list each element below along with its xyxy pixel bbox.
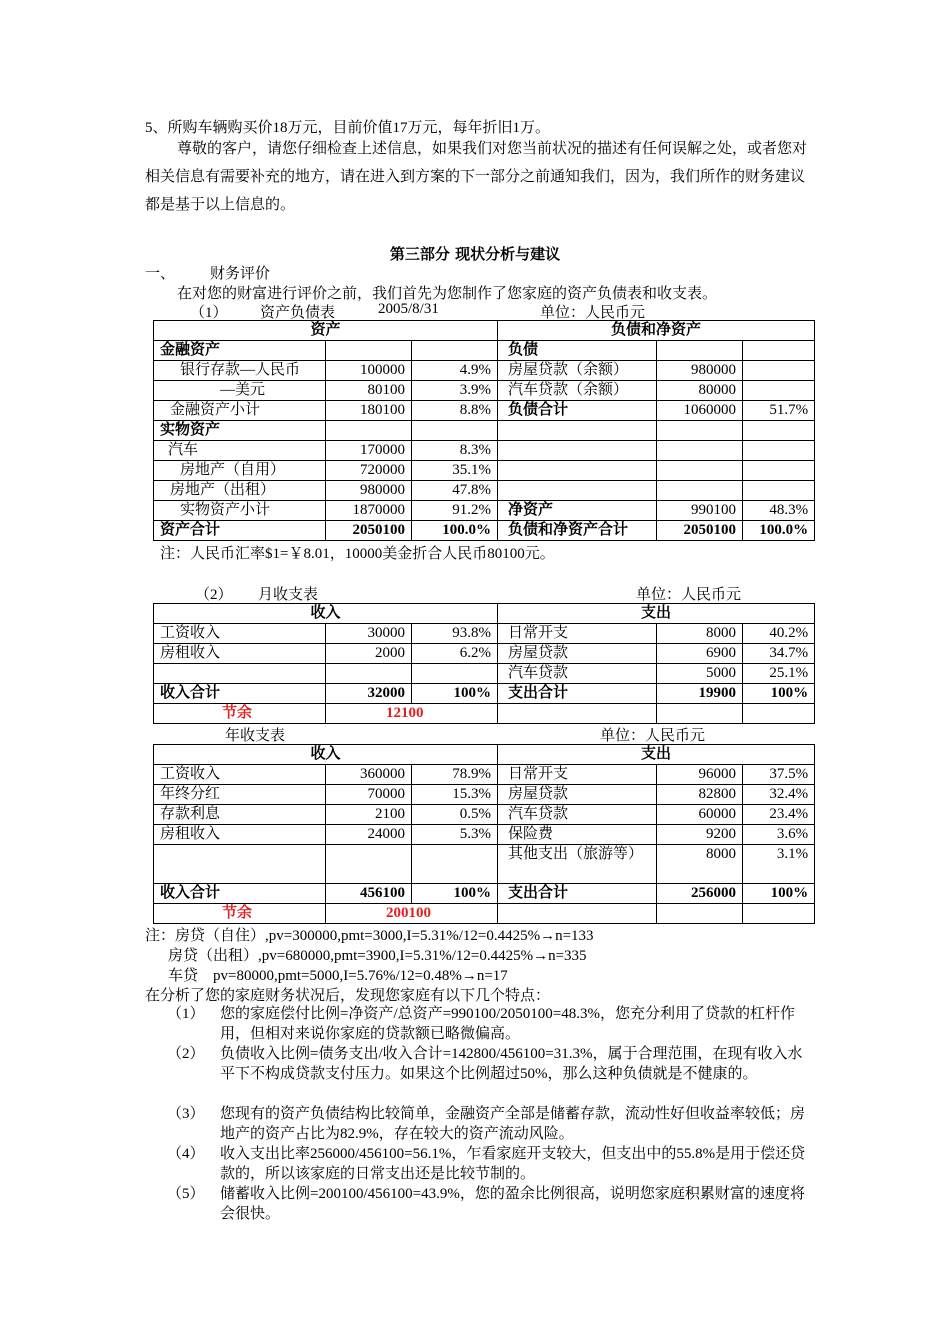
row-percent: 25.1% xyxy=(743,664,815,684)
row-label: 收入合计 xyxy=(154,684,326,704)
table-row xyxy=(154,884,815,904)
balance-header-row xyxy=(154,321,815,341)
analysis-item xyxy=(145,1044,815,1104)
surplus-row xyxy=(154,904,815,924)
row-value: 8000 xyxy=(657,624,743,644)
row-value: 720000 xyxy=(326,461,412,481)
row-value xyxy=(657,461,743,481)
analysis-item xyxy=(145,1144,815,1184)
row-value: 1870000 xyxy=(326,501,412,521)
row-label: 房地产（自用） xyxy=(154,461,326,481)
balance-unit: 单位：人民币元 xyxy=(540,305,646,321)
row-value: 80100 xyxy=(326,381,412,401)
income-header: 收入 xyxy=(154,604,498,624)
expense-header: 支出 xyxy=(498,604,815,624)
row-value: 5000 xyxy=(657,664,743,684)
balance-date: 2005/8/31 xyxy=(378,301,439,317)
analysis-lead: 在分析了您的家庭财务状况后，发现您家庭有以下几个特点： xyxy=(145,988,551,1004)
row-value: 980000 xyxy=(326,481,412,501)
row-label: 汽车贷款 xyxy=(498,805,657,825)
analysis-item xyxy=(145,1004,815,1044)
row-label: 负债 xyxy=(498,341,657,361)
row-percent: 6.2% xyxy=(412,644,498,664)
section-lead: 在对您的财富进行评价之前，我们首先为您制作了您家庭的资产负债表和收支表。 xyxy=(177,286,718,302)
row-label: 存款利息 xyxy=(154,805,326,825)
row-label: 实物资产 xyxy=(154,421,326,441)
row-value xyxy=(657,341,743,361)
row-value xyxy=(326,664,412,684)
item-text: 负债收入比例=债务支出/收入合计=142800/456100=31.3%，属于合理范围，在现有收入水平下不构成贷款支付压力。如果这个比例超过50%，那么这种负债就是不健康的。 xyxy=(220,1046,803,1082)
row-label: 实物资产小计 xyxy=(154,501,326,521)
row-value: 19900 xyxy=(657,684,743,704)
row-label: 银行存款—人民币 xyxy=(154,361,326,381)
balance-sheet-table xyxy=(153,320,815,541)
table-row xyxy=(154,501,815,521)
subsection-number: 一、 xyxy=(145,266,176,282)
loan-note-2: 房贷（出租）,pv=680000,pmt=3900,I=5.31%/12=0.4425%→n=335 xyxy=(168,948,587,964)
row-percent: 35.1% xyxy=(412,461,498,481)
analysis-item xyxy=(145,1184,815,1224)
notice-paragraph: 尊敬的客户，请您仔细检查上述信息，如果我们对您当前状况的描述有任何误解之处，或者您对相关信息有需要补充的地方，请在进入到方案的下一部分之前通知我们，因为，我们所作的财务建议都是基于以上信息的。 xyxy=(145,141,808,213)
row-percent: 23.4% xyxy=(743,805,815,825)
row-label: 房屋贷款 xyxy=(498,785,657,805)
table-row xyxy=(154,521,815,541)
surplus-value: 12100 xyxy=(326,704,498,724)
surplus-label: 节余 xyxy=(154,704,326,724)
row-percent: 100% xyxy=(743,884,815,904)
row-value: 9200 xyxy=(657,825,743,845)
row-label: 工资收入 xyxy=(154,765,326,785)
item-number: （3） xyxy=(167,1106,205,1122)
row-label: 金融资产小计 xyxy=(154,401,326,421)
loan-note-3: 车贷 pv=80000,pmt=5000,I=5.76%/12=0.48%→n=17 xyxy=(168,968,508,984)
row-label: 汽车贷款（余额） xyxy=(498,381,657,401)
row-label: 日常开支 xyxy=(498,624,657,644)
assets-header: 资产 xyxy=(154,321,498,341)
monthly-caption-number: （2） xyxy=(195,587,233,603)
table-row xyxy=(154,381,815,401)
row-label: 其他支出（旅游等） xyxy=(498,845,657,884)
balance-caption: 资产负债表 xyxy=(260,305,336,321)
empty-cell xyxy=(657,904,743,924)
section-title: 第三部分 现状分析与建议 xyxy=(389,245,561,263)
row-value: 2000 xyxy=(326,644,412,664)
balance-caption-number: （1） xyxy=(190,305,228,321)
table-row xyxy=(154,624,815,644)
row-percent: 37.5% xyxy=(743,765,815,785)
surplus-value: 200100 xyxy=(326,904,498,924)
item-text: 储蓄收入比例=200100/456100=43.9%，您的盈余比例很高，说明您家庭积累财富的速度将会很快。 xyxy=(220,1186,805,1222)
row-percent xyxy=(743,361,815,381)
item-number: （1） xyxy=(167,1006,205,1022)
row-percent: 8.8% xyxy=(412,401,498,421)
row-label: 资产合计 xyxy=(154,521,326,541)
row-label xyxy=(498,441,657,461)
row-percent: 48.3% xyxy=(743,501,815,521)
row-label: 收入合计 xyxy=(154,884,326,904)
row-percent: 3.6% xyxy=(743,825,815,845)
row-value: 180100 xyxy=(326,401,412,421)
row-percent: 100% xyxy=(412,684,498,704)
row-value: 70000 xyxy=(326,785,412,805)
table-row xyxy=(154,341,815,361)
row-percent: 3.9% xyxy=(412,381,498,401)
table-row xyxy=(154,481,815,501)
row-label: 负债和净资产合计 xyxy=(498,521,657,541)
annual-header-row xyxy=(154,745,815,765)
row-percent: 91.2% xyxy=(412,501,498,521)
row-label: 保险费 xyxy=(498,825,657,845)
row-percent: 100.0% xyxy=(743,521,815,541)
surplus-label: 节余 xyxy=(154,904,326,924)
row-value xyxy=(657,421,743,441)
row-percent: 47.8% xyxy=(412,481,498,501)
table-row xyxy=(154,441,815,461)
annual-caption: 年收支表 xyxy=(225,728,286,744)
row-percent: 93.8% xyxy=(412,624,498,644)
row-label: 日常开支 xyxy=(498,765,657,785)
table-row xyxy=(154,644,815,664)
item-text: 您现有的资产负债结构比较简单，金融资产全部是储蓄存款，流动性好但收益率较低；房地产的资产占比为82.9%，存在较大的资产流动风险。 xyxy=(220,1106,806,1142)
row-value xyxy=(326,845,412,884)
row-label: 汽车贷款 xyxy=(498,664,657,684)
row-value: 30000 xyxy=(326,624,412,644)
row-value: 2050100 xyxy=(657,521,743,541)
row-percent xyxy=(743,481,815,501)
empty-cell xyxy=(743,904,815,924)
row-percent xyxy=(412,845,498,884)
subsection-title: 财务评价 xyxy=(210,266,271,282)
monthly-header-row xyxy=(154,604,815,624)
row-label xyxy=(154,845,326,884)
row-percent: 32.4% xyxy=(743,785,815,805)
item-number: （2） xyxy=(167,1046,205,1062)
monthly-caption: 月收支表 xyxy=(258,587,319,603)
row-value: 256000 xyxy=(657,884,743,904)
row-percent: 5.3% xyxy=(412,825,498,845)
table-row xyxy=(154,461,815,481)
row-percent: 51.7% xyxy=(743,401,815,421)
empty-cell xyxy=(498,904,657,924)
row-label xyxy=(498,481,657,501)
row-label: —美元 xyxy=(154,381,326,401)
row-percent xyxy=(743,381,815,401)
annual-budget-table xyxy=(153,744,815,924)
row-label: 支出合计 xyxy=(498,884,657,904)
row-value: 170000 xyxy=(326,441,412,461)
row-value: 980000 xyxy=(657,361,743,381)
loan-note-1: 注：房贷（自住）,pv=300000,pmt=3000,I=5.31%/12=0.4425%→n=133 xyxy=(145,928,594,944)
row-value: 96000 xyxy=(657,765,743,785)
row-value xyxy=(657,481,743,501)
row-label: 年终分红 xyxy=(154,785,326,805)
empty-cell xyxy=(657,704,743,724)
row-label: 金融资产 xyxy=(154,341,326,361)
item-number: （5） xyxy=(167,1186,205,1202)
row-value: 24000 xyxy=(326,825,412,845)
monthly-unit: 单位：人民币元 xyxy=(636,587,742,603)
row-value: 80000 xyxy=(657,381,743,401)
row-percent: 4.9% xyxy=(412,361,498,381)
row-percent: 100% xyxy=(412,884,498,904)
row-label: 工资收入 xyxy=(154,624,326,644)
row-label xyxy=(498,461,657,481)
row-label: 汽车 xyxy=(154,441,326,461)
row-label: 房屋贷款 xyxy=(498,644,657,664)
row-percent xyxy=(743,341,815,361)
annual-unit: 单位：人民币元 xyxy=(600,728,706,744)
row-percent: 40.2% xyxy=(743,624,815,644)
table-row xyxy=(154,845,815,884)
item-number: （4） xyxy=(167,1146,205,1162)
row-value: 82800 xyxy=(657,785,743,805)
row-label: 支出合计 xyxy=(498,684,657,704)
row-label: 负债合计 xyxy=(498,401,657,421)
row-percent: 34.7% xyxy=(743,644,815,664)
row-value: 2050100 xyxy=(326,521,412,541)
row-percent xyxy=(743,441,815,461)
table-row xyxy=(154,765,815,785)
row-percent: 100% xyxy=(743,684,815,704)
table-row xyxy=(154,805,815,825)
income-header: 收入 xyxy=(154,745,498,765)
row-percent xyxy=(412,341,498,361)
surplus-row xyxy=(154,704,815,724)
row-value: 456100 xyxy=(326,884,412,904)
row-value: 360000 xyxy=(326,765,412,785)
row-label: 房地产（出租） xyxy=(154,481,326,501)
row-percent: 15.3% xyxy=(412,785,498,805)
row-value: 1060000 xyxy=(657,401,743,421)
row-percent: 100.0% xyxy=(412,521,498,541)
row-value: 6900 xyxy=(657,644,743,664)
intro-item-5: 5、所购车辆购买价18万元，目前价值17万元，每年折旧1万。 xyxy=(145,120,551,136)
row-label xyxy=(498,421,657,441)
analysis-item xyxy=(145,1104,815,1144)
table-row xyxy=(154,664,815,684)
row-label: 房租收入 xyxy=(154,825,326,845)
item-text: 您的家庭偿付比例=净资产/总资产=990100/2050100=48.3%，您充分利用了贷款的杠杆作用，但相对来说你家庭的贷款额已略微偏高。 xyxy=(220,1006,795,1042)
table-row xyxy=(154,421,815,441)
row-label xyxy=(154,664,326,684)
table-row xyxy=(154,684,815,704)
monthly-budget-table xyxy=(153,603,815,724)
row-value: 100000 xyxy=(326,361,412,381)
expense-header: 支出 xyxy=(498,745,815,765)
row-value: 60000 xyxy=(657,805,743,825)
table-row xyxy=(154,825,815,845)
row-value: 2100 xyxy=(326,805,412,825)
balance-note: 注：人民币汇率$1=￥8.01，10000美金折合人民币80100元。 xyxy=(160,546,555,562)
row-percent xyxy=(412,664,498,684)
row-label: 房屋贷款（余额） xyxy=(498,361,657,381)
row-percent xyxy=(412,421,498,441)
table-row xyxy=(154,401,815,421)
row-label: 净资产 xyxy=(498,501,657,521)
empty-cell xyxy=(743,704,815,724)
table-row xyxy=(154,361,815,381)
row-percent: 78.9% xyxy=(412,765,498,785)
row-percent: 3.1% xyxy=(743,845,815,884)
row-percent: 0.5% xyxy=(412,805,498,825)
item-text: 收入支出比率256000/456100=56.1%，乍看家庭开支较大，但支出中的55.8%是用于偿还贷款的，所以该家庭的日常支出还是比较节制的。 xyxy=(220,1146,806,1182)
row-value xyxy=(326,421,412,441)
row-value: 32000 xyxy=(326,684,412,704)
row-percent xyxy=(743,461,815,481)
row-label: 房租收入 xyxy=(154,644,326,664)
row-percent: 8.3% xyxy=(412,441,498,461)
row-value xyxy=(326,341,412,361)
row-value: 8000 xyxy=(657,845,743,884)
row-percent xyxy=(743,421,815,441)
table-row xyxy=(154,785,815,805)
row-value: 990100 xyxy=(657,501,743,521)
empty-cell xyxy=(498,704,657,724)
liabilities-header: 负债和净资产 xyxy=(498,321,815,341)
row-value xyxy=(657,441,743,461)
